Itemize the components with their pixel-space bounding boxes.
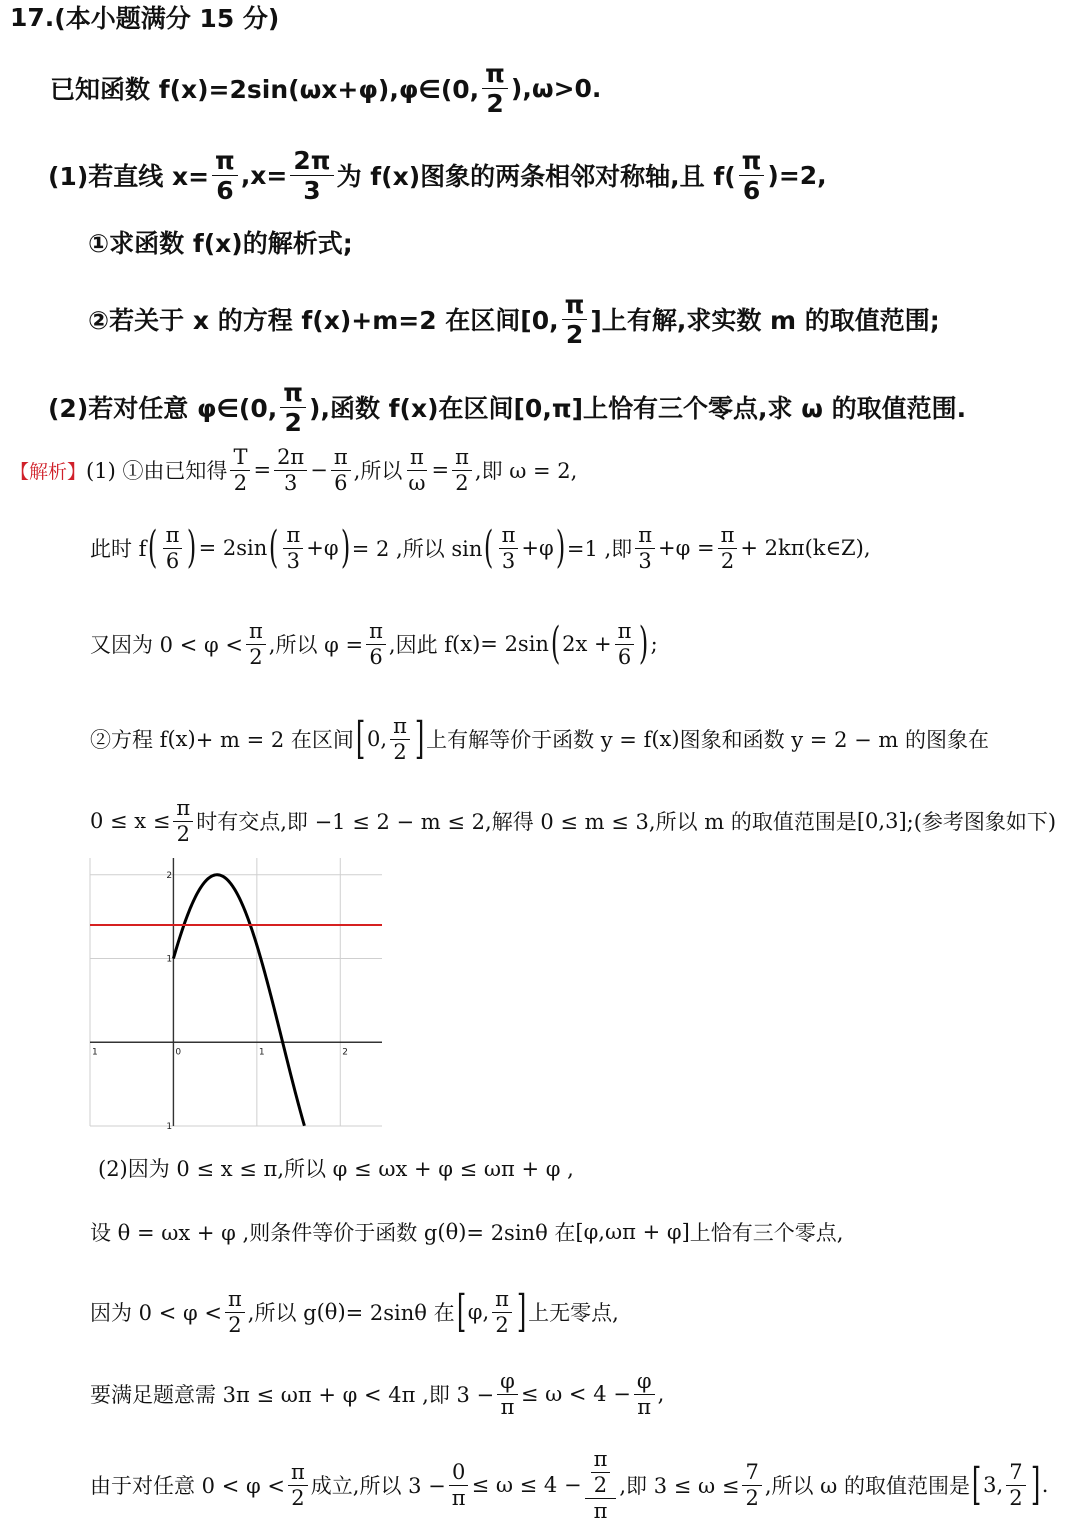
fraction: $\frac{\pi}{6}$ — [212, 148, 238, 203]
fraction: $\frac{\pi}{6}$ — [739, 148, 765, 203]
solution-line-4: ②方程 f ( x ) + m = 2 在区间 [ 0, $\frac{\pi}{2}$ ] 上有解等价于函数 y = f ( x ) 图象和函数 y = 2 − m 的图象在 — [90, 713, 989, 764]
solution-line-10: 由于对任意 0 < φ < $\frac{\pi}{2}$ 成立,所以 3 − $\frac{0}{\pi}$ ≤ ω ≤ 4 − $\frac{\frac{\pi}{2}}{\pi}$ ,即 3 ≤ ω ≤ $\frac{7}{2}$ ,所以 ω 的取值范围是 [ 3, $\frac{7}{2}$ ] . — [90, 1446, 1049, 1523]
x-tick-label: 2 — [342, 1047, 349, 1058]
y-tick-label: 2 — [166, 870, 173, 881]
chart-ticks — [92, 871, 348, 1132]
solution-line-7: 设 θ = ωx + φ ,则条件等价于函数 g ( θ ) = 2sinθ 在 [ φ,ωπ + φ ] 上恰有三个零点, — [90, 1220, 844, 1245]
x-tick-label: 1 — [92, 1047, 98, 1058]
fraction: $\frac{2\pi}{3}$ — [290, 148, 333, 203]
sub-question-2: ②若关于 x 的方程 f(x)+m=2 在区间[0, $\frac{\pi}{2}$ ]上有解,求实数 m 的取值范围; — [88, 289, 940, 349]
problem-stem: 已知函数 f(x)=2sin(ωx+φ),φ∈(0, $\frac{\pi}{2}$ ),ω>0. — [50, 58, 602, 118]
part-1-statement: (1)若直线 x= $\frac{\pi}{6}$ ,x= $\frac{2\pi}{3}$ 为 f(x)图象的两条相邻对称轴,且 f( $\frac{\pi}{6}$ )=2, — [48, 145, 827, 205]
fraction: $\frac{\pi}{2}$ — [280, 380, 306, 435]
function-graph — [90, 858, 382, 1132]
x-tick-label: 1 — [258, 1047, 265, 1058]
solution-line-2: 此时 f ( $\frac{\pi}{6}$ ) = 2sin ( $\frac{\pi}{3}$ +φ ) = 2 ,所以 sin ( $\frac{\pi}{3}$ +φ ) =1 ,即 $\frac{\pi}{3}$ +φ = $\frac{\pi}{2}$ + 2kπ ( k∈Z ) , — [90, 522, 871, 573]
y-tick-label: 1 — [166, 954, 173, 965]
problem-number: 17. — [10, 2, 55, 32]
solution-line-5: 0 ≤ x ≤ $\frac{\pi}{2}$ 时有交点,即 −1 ≤ 2 − m ≤ 2,解得 0 ≤ m ≤ 3,所以 m 的取值范围是 [ 0,3 ] ;(参考图象如下) — [90, 795, 1057, 846]
series-curve-f — [173, 875, 304, 1126]
sub-question-1: ①求函数 f(x)的解析式; — [88, 229, 353, 258]
solution-line-9: 要满足题意需 3π ≤ ωπ + φ < 4π ,即 3 − $\frac{\varphi}{\pi}$ ≤ ω < 4 − $\frac{\varphi}{\pi}$ , — [90, 1368, 665, 1419]
fraction: $\frac{\pi}{2}$ — [482, 61, 508, 116]
x-tick-label: 0 — [175, 1047, 182, 1058]
fraction: $\frac{\pi}{2}$ — [562, 292, 588, 347]
analysis-tag: 【解析】 — [10, 460, 87, 483]
solution-line-1: 【解析】 (1) ①由已知得 $\frac{T}{2}$ = $\frac{2\pi}{3}$ − $\frac{\pi}{6}$ ,所以 $\frac{\pi}{\omega}$ = $\frac{\pi}{2}$ ,即 ω = 2, — [10, 444, 578, 495]
part-2-statement: (2)若对任意 φ∈(0, $\frac{\pi}{2}$ ),函数 f(x)在区间[0,π]上恰有三个零点,求 ω 的取值范围. — [48, 377, 967, 437]
solution-line-8: 因为 0 < φ < $\frac{\pi}{2}$ ,所以 g ( θ ) = 2sinθ 在 [ φ, $\frac{\pi}{2}$ ] 上无零点, — [90, 1286, 619, 1337]
solution-line-3: 又因为 0 < φ < $\frac{\pi}{2}$ ,所以 φ = $\frac{\pi}{6}$ ,因此 f ( x ) = 2sin ( 2x + $\frac{\pi}{6}$ ) ; — [90, 618, 658, 669]
solution-line-6: (2)因为 0 ≤ x ≤ π,所以 φ ≤ ωx + φ ≤ ωπ + φ , — [98, 1157, 574, 1181]
problem-header — [0, 0, 1080, 34]
y-tick-label: 1 — [166, 1122, 173, 1132]
chart-grid — [90, 858, 382, 1126]
problem-score: (本小题满分 15 分) — [54, 4, 280, 33]
chart-series — [90, 875, 382, 1126]
